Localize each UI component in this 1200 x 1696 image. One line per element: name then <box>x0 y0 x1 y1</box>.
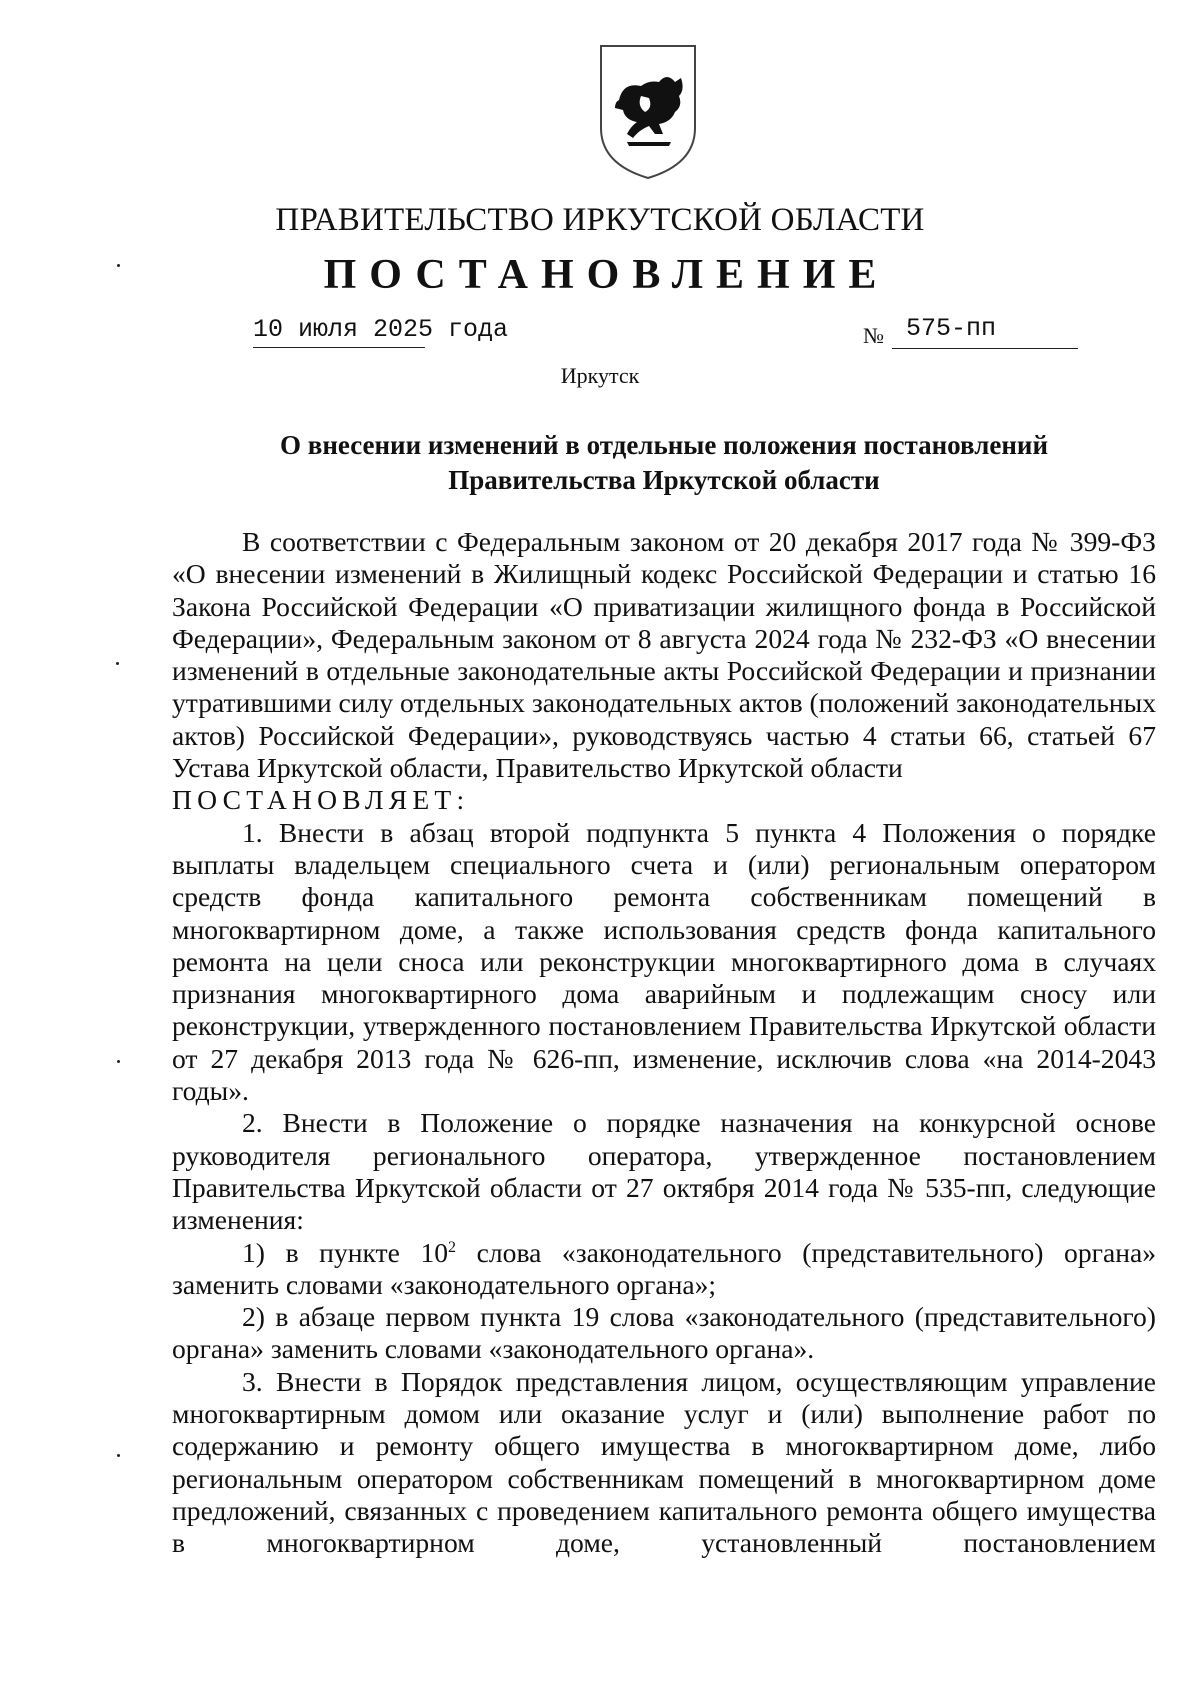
preamble-paragraph: В соответствии с Федеральным законом от 20 декабря 2017 года № 399-ФЗ «О внесении изменений в Жилищный кодекс Российской Федерации и статью 16 Закона Российской Федерации «О приватизации жилищного фонда в Российской Федерации», Федеральным законом от 8 августа 2024 года № 232-ФЗ «О внесении изменений в отдельные законодательные акты Российской Федерации и признании утратившими силу отдельных законодательных актов (положений законодательных актов) Российской Федерации», руководствуясь частью 4 статьи 66, статьей 67 Устава Иркутской области, Правительство Иркутской области <box>172 526 1156 784</box>
number-underline <box>892 348 1078 349</box>
date-value: 10 июля 2025 года <box>253 315 509 344</box>
item-2-1-text-b: слова «законодательного (представительного) органа» заменить словами «законодательного органа»; <box>172 1236 1157 1300</box>
document-type-title: ПОСТАНОВЛЕНИЕ <box>323 252 890 298</box>
document-body <box>172 526 1156 1560</box>
scan-mark <box>117 1454 120 1457</box>
item-3-paragraph: 3. Внести в Порядок представления лицом, осуществляющим управление многоквартирным домом или оказание услуг и (или) выполнение работ по содержанию и ремонту общего имущества в многоквартирном доме, либо региональным оператором собственникам помещений в многоквартирном доме предложений, связанных с проведением капитального ремонта общего имущества в многоквартирном доме, установленный постановлением <box>172 1365 1156 1559</box>
document-date <box>253 315 508 345</box>
scan-mark <box>116 662 119 665</box>
document-number <box>863 314 1078 354</box>
document-subject <box>172 428 1156 498</box>
city-name: Иркутск <box>560 363 640 388</box>
item-2-2-paragraph: 2) в абзаце первом пункта 19 слова «законодательного (представительного) органа» заменить словами «законодательного органа». <box>172 1301 1156 1365</box>
item-2-1-paragraph <box>172 1237 1156 1302</box>
subject-line-1: О внесении изменений в отдельные положения постановлений <box>280 430 1048 460</box>
coat-of-arms-emblem <box>597 42 699 182</box>
item-1-paragraph: 1. Внести в абзац второй подпункта 5 пункта 4 Положения о порядке выплаты владельцем специального счета и (или) региональным оператором средств фонда капитального ремонта собственникам помещений в многоквартирном доме, а также использования средств фонда капитального ремонта на цели сноса или реконструкции многоквартирного дома в случаях признания многоквартирного дома аварийным и подлежащим сносу или реконструкции, утвержденного постановлением Правительства Иркутской области от 27 декабря 2013 года № 626-пп, изменение, исключив слова «на 2014-2043 годы». <box>172 816 1156 1107</box>
number-value: 575-пп <box>906 314 997 343</box>
item-2-1-superscript: 2 <box>448 1238 457 1256</box>
date-underline <box>253 347 425 348</box>
scan-mark <box>117 264 120 267</box>
decree-word: ПОСТАНОВЛЯЕТ: <box>172 784 470 816</box>
subject-line-2: Правительства Иркутской области <box>448 465 880 495</box>
item-2-1-text-a: 1) в пункте 10 <box>242 1236 449 1268</box>
government-name: ПРАВИТЕЛЬСТВО ИРКУТСКОЙ ОБЛАСТИ <box>275 202 925 238</box>
scan-mark <box>117 1060 120 1063</box>
item-2-paragraph: 2. Внести в Положение о порядке назначения на конкурсной основе руководителя регионального оператора, утвержденное постановлением Правительства Иркутской области от 27 октября 2014 года № 535-пп, следующие изменения: <box>172 1107 1156 1236</box>
number-sign: № <box>863 323 884 348</box>
